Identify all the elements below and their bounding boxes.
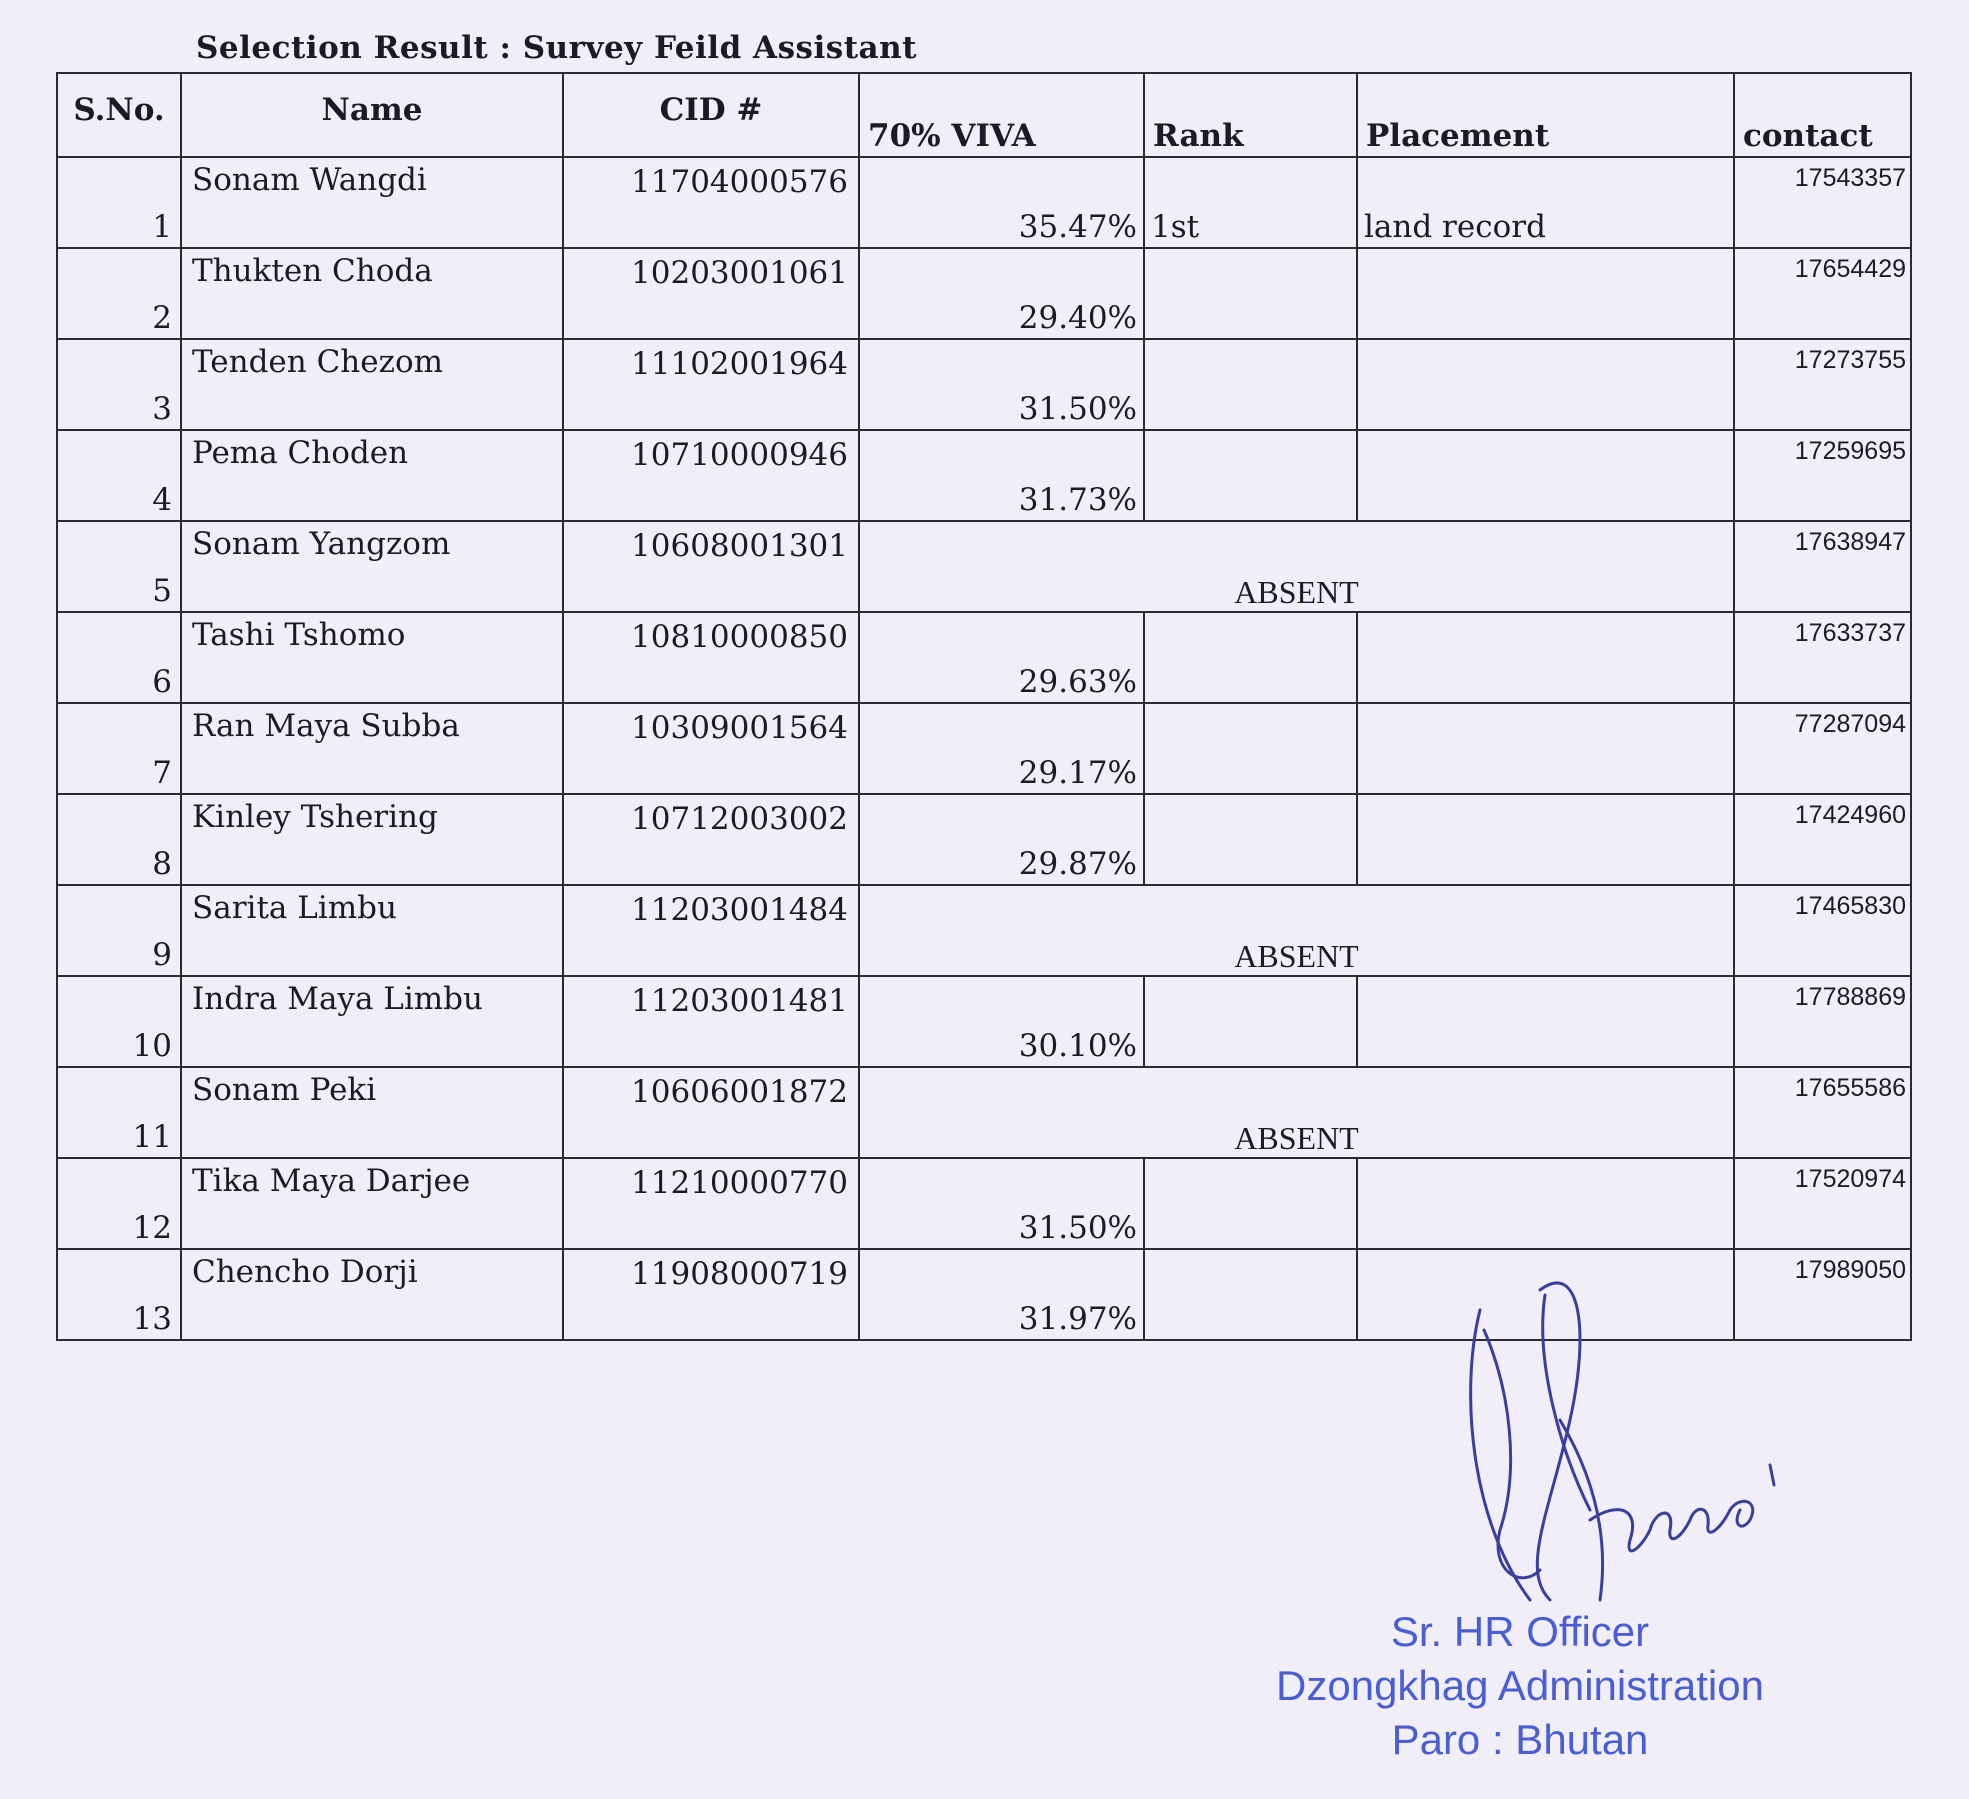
cid-cell: 11203001484 <box>563 885 859 976</box>
table-row <box>57 976 1911 1067</box>
rank-cell <box>1144 703 1357 794</box>
placement-cell <box>1357 248 1734 339</box>
viva-score-cell: 29.40% <box>859 248 1144 339</box>
rank-cell <box>1144 976 1357 1067</box>
name-cell: Kinley Tshering <box>181 794 563 885</box>
name-cell: Pema Choden <box>181 430 563 521</box>
contact-cell: 17259695 <box>1734 430 1911 521</box>
rank-cell <box>1144 430 1357 521</box>
placement-cell <box>1357 612 1734 703</box>
cid-cell: 10309001564 <box>563 703 859 794</box>
viva-score-cell: 31.50% <box>859 1158 1144 1249</box>
contact-cell: 17520974 <box>1734 1158 1911 1249</box>
table-row <box>57 612 1911 703</box>
absent-status-cell: ABSENT <box>859 521 1734 612</box>
serial-number-cell: 6 <box>57 612 181 703</box>
table-row <box>57 885 1911 976</box>
contact-cell: 17543357 <box>1734 157 1911 248</box>
viva-score-cell: 31.50% <box>859 339 1144 430</box>
cid-cell: 10712003002 <box>563 794 859 885</box>
header-contact: contact <box>1734 73 1911 157</box>
serial-number-cell: 13 <box>57 1249 181 1340</box>
name-cell: Tika Maya Darjee <box>181 1158 563 1249</box>
serial-number-cell: 12 <box>57 1158 181 1249</box>
serial-number-cell: 9 <box>57 885 181 976</box>
header-placement: Placement <box>1357 73 1734 157</box>
table-row <box>57 1158 1911 1249</box>
name-cell: Tenden Chezom <box>181 339 563 430</box>
table-row <box>57 521 1911 612</box>
contact-cell: 17989050 <box>1734 1249 1911 1340</box>
contact-cell: 17654429 <box>1734 248 1911 339</box>
header-name: Name <box>181 73 563 157</box>
placement-cell <box>1357 794 1734 885</box>
signature-image <box>1440 1270 1820 1630</box>
serial-number-cell: 2 <box>57 248 181 339</box>
cid-cell: 10710000946 <box>563 430 859 521</box>
contact-cell: 17638947 <box>1734 521 1911 612</box>
contact-cell: 17788869 <box>1734 976 1911 1067</box>
stamp-line-title: Sr. HR Officer <box>1390 1608 1650 1655</box>
selection-results-table <box>56 72 1912 1341</box>
name-cell: Sarita Limbu <box>181 885 563 976</box>
name-cell: Chencho Dorji <box>181 1249 563 1340</box>
official-stamp <box>1210 1605 1830 1767</box>
placement-cell <box>1357 703 1734 794</box>
cid-cell: 11704000576 <box>563 157 859 248</box>
serial-number-cell: 5 <box>57 521 181 612</box>
name-cell: Thukten Choda <box>181 248 563 339</box>
placement-cell: land record <box>1357 157 1734 248</box>
name-cell: Sonam Wangdi <box>181 157 563 248</box>
table-row <box>57 703 1911 794</box>
rank-cell <box>1144 339 1357 430</box>
cid-cell: 10608001301 <box>563 521 859 612</box>
header-viva: 70% VIVA <box>859 73 1144 157</box>
placement-cell <box>1357 976 1734 1067</box>
header-row <box>57 73 1911 157</box>
viva-score-cell: 29.17% <box>859 703 1144 794</box>
stamp-line-location: Paro : Bhutan <box>1391 1716 1649 1763</box>
serial-number-cell: 4 <box>57 430 181 521</box>
table-row <box>57 430 1911 521</box>
name-cell: Sonam Peki <box>181 1067 563 1158</box>
document-title: Selection Result : Survey Feild Assistant <box>196 30 917 66</box>
cid-cell: 11102001964 <box>563 339 859 430</box>
viva-score-cell: 29.87% <box>859 794 1144 885</box>
cid-cell: 10203001061 <box>563 248 859 339</box>
contact-cell: 17655586 <box>1734 1067 1911 1158</box>
viva-score-cell: 31.97% <box>859 1249 1144 1340</box>
serial-number-cell: 3 <box>57 339 181 430</box>
contact-cell: 17465830 <box>1734 885 1911 976</box>
header-rank: Rank <box>1144 73 1357 157</box>
serial-number-cell: 1 <box>57 157 181 248</box>
name-cell: Ran Maya Subba <box>181 703 563 794</box>
cid-cell: 11203001481 <box>563 976 859 1067</box>
table-row <box>57 794 1911 885</box>
absent-status-cell: ABSENT <box>859 885 1734 976</box>
viva-score-cell: 31.73% <box>859 430 1144 521</box>
table-row <box>57 248 1911 339</box>
rank-cell <box>1144 794 1357 885</box>
cid-cell: 11908000719 <box>563 1249 859 1340</box>
contact-cell: 17424960 <box>1734 794 1911 885</box>
cid-cell: 11210000770 <box>563 1158 859 1249</box>
table-row <box>57 157 1911 248</box>
absent-status-cell: ABSENT <box>859 1067 1734 1158</box>
serial-number-cell: 8 <box>57 794 181 885</box>
header-cid: CID # <box>563 73 859 157</box>
name-cell: Tashi Tshomo <box>181 612 563 703</box>
viva-score-cell: 29.63% <box>859 612 1144 703</box>
rank-cell <box>1144 1249 1357 1340</box>
rank-cell: 1st <box>1144 157 1357 248</box>
placement-cell <box>1357 339 1734 430</box>
serial-number-cell: 7 <box>57 703 181 794</box>
serial-number-cell: 11 <box>57 1067 181 1158</box>
viva-score-cell: 35.47% <box>859 157 1144 248</box>
table-row <box>57 339 1911 430</box>
contact-cell: 17273755 <box>1734 339 1911 430</box>
stamp-line-office: Dzongkhag Administration <box>1276 1662 1764 1709</box>
header-sno: S.No. <box>57 73 181 157</box>
name-cell: Sonam Yangzom <box>181 521 563 612</box>
rank-cell <box>1144 1158 1357 1249</box>
contact-cell: 77287094 <box>1734 703 1911 794</box>
cid-cell: 10810000850 <box>563 612 859 703</box>
contact-cell: 17633737 <box>1734 612 1911 703</box>
table-row <box>57 1067 1911 1158</box>
viva-score-cell: 30.10% <box>859 976 1144 1067</box>
rank-cell <box>1144 612 1357 703</box>
placement-cell <box>1357 430 1734 521</box>
name-cell: Indra Maya Limbu <box>181 976 563 1067</box>
table-body <box>57 157 1911 1340</box>
rank-cell <box>1144 248 1357 339</box>
cid-cell: 10606001872 <box>563 1067 859 1158</box>
serial-number-cell: 10 <box>57 976 181 1067</box>
placement-cell <box>1357 1158 1734 1249</box>
